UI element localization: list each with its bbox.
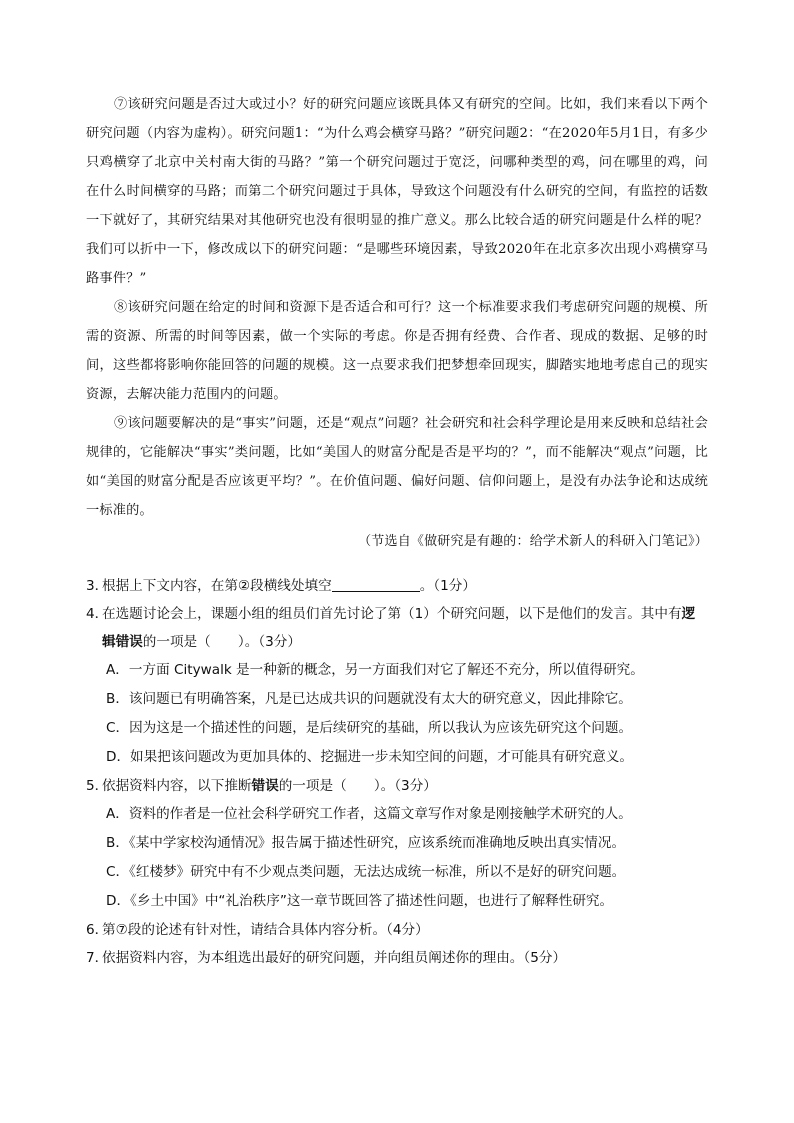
question-5 — [86, 772, 716, 800]
option-b: B．《某中学家校沟通情况》报告属于描述性研究，应该系统而准确地反映出真实情况。 — [106, 835, 626, 851]
question-7 — [86, 944, 716, 972]
option-a: A．一方面 Citywalk 是一种新的概念，另一方面我们对它了解还不充分，所以值得研究。 — [106, 662, 644, 678]
question-text-end: 的一项是（ ）。（3分） — [278, 778, 437, 794]
emphasis-text: 逻 — [681, 606, 696, 622]
paragraph-8: ⑧该研究问题在给定的时间和资源下是否适合和可行？这一个标准要求我们考虑研究问题的规模、所需的资源、所需的时间等因素，做一个实际的考虑。你是否拥有经费、合作者、现成的数据、足够的时间，这些都将影响你能回答的问题的规模。这一点要求我们把梦想牵回现实，脚踏实地地考虑自己的现实资源，去解决能力范围内的问题。 — [86, 300, 708, 402]
question-number: 3． — [86, 578, 109, 594]
option-b: B．该问题已有明确答案，凡是已达成共识的问题就没有太大的研究意义，因此排除它。 — [106, 691, 632, 707]
question-number: 7． — [86, 950, 109, 966]
question-text: 第⑦段的论述有针对性，请结合具体内容分析。（4分） — [102, 922, 429, 938]
question-4 — [86, 600, 716, 656]
question-number: 6． — [86, 922, 109, 938]
emphasis-text: 错误 — [251, 778, 279, 794]
question-list — [86, 572, 716, 972]
question-number: 5． — [86, 778, 109, 794]
question-text: 依据资料内容，以下推断 — [102, 778, 252, 794]
paragraph-7: ⑦该研究问题是否过大或过小？好的研究问题应该既具体又有研究的空间。比如，我们来看以下两个研究问题（内容为虚构）。研究问题1：“为什么鸡会横穿马路？”研究问题2：“在2020年5月1日，有多少只鸡横穿了北京中关村南大街的马路？”第一个研究问题过于宽泛，问哪种类型的鸡，问在哪里的鸡，问在什么时间横穿的马路；而第二个研究问题过于具体，导致这个问题没有什么研究的空间，有监控的话数一下就好了，其研究结果对其他研究也没有很明显的推广意义。那么比较合适的研究问题是什么样的呢？我们可以折中一下，修改成以下的研究问题：“是哪些环境因素，导致2020年在北京多次出现小鸡横穿马路事件？” — [86, 97, 708, 286]
question-text-end: 的一项是（ ）。（3分） — [142, 634, 301, 650]
question-points: 。（1分） — [419, 578, 476, 594]
answer-blank[interactable] — [332, 577, 420, 592]
option-c: C．因为这是一个描述性的问题，是后续研究的基础，所以我认为应该先研究这个问题。 — [106, 720, 633, 736]
source-citation: （节选自《做研究是有趣的：给学术新人的科研入门笔记》） — [358, 534, 708, 549]
option-c: C．《红楼梦》研究中有不少观点类问题，无法达成统一标准，所以不是好的研究问题。 — [106, 864, 626, 880]
paragraph-9: ⑨该问题要解决的是“事实”问题，还是“观点”问题？社会研究和社会科学理论是用来反映和总结社会规律的，它能解决“事实”类问题，比如“美国人的财富分配是否是平均的？”，而不能解决“观点”问题，比如“美国的财富分配是否应该更平均？”。在价值问题、偏好问题、信仰问题上，是没有办法争论和达成统一标准的。 — [86, 416, 708, 518]
option-d: D．《乡土中国》中“礼治秩序”这一章节既回答了描述性问题，也进行了解释性研究。 — [106, 893, 614, 909]
emphasis-text: 辑错误 — [102, 634, 143, 650]
reading-passage — [86, 90, 708, 555]
option-a: A．资料的作者是一位社会科学研究工作者，这篇文章写作对象是刚接触学术研究的人。 — [106, 806, 632, 822]
question-text: 在选题讨论会上，课题小组的组员们首先讨论了第（1）个研究问题，以下是他们的发言。其中有 — [102, 606, 682, 622]
question-text: 依据资料内容，为本组选出最好的研究问题，并向组员阐述你的理由。（5分） — [102, 950, 567, 966]
question-number: 4． — [86, 606, 109, 622]
question-text: 根据上下文内容，在第②段横线处填空 — [102, 578, 332, 594]
question-6 — [86, 916, 716, 944]
option-d: D．如果把该问题改为更加具体的、挖掘进一步未知空间的问题，才可能具有研究意义。 — [106, 749, 634, 765]
question-3 — [86, 572, 716, 600]
